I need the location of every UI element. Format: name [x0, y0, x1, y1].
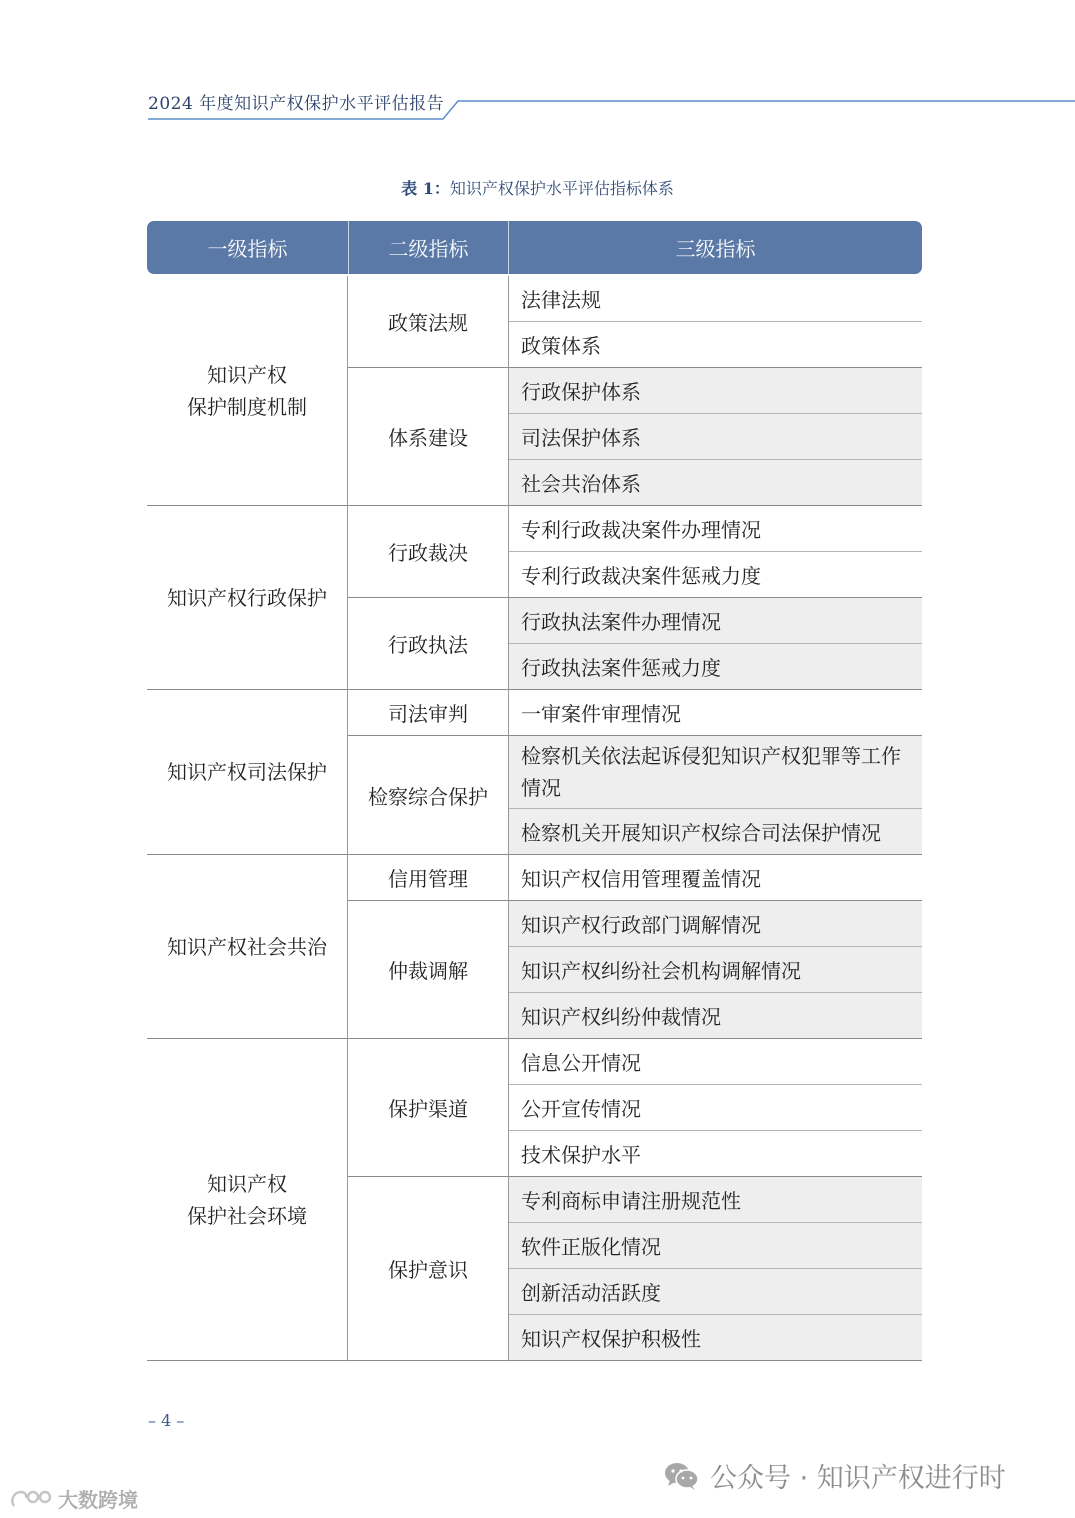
level2-cell: 行政执法	[348, 598, 509, 690]
wechat-watermark	[664, 1456, 1006, 1495]
weibo-like-logo-icon	[8, 1486, 54, 1512]
level1-label-line: 保护社会环境	[187, 1203, 307, 1228]
left-watermark-text: 大数跨境	[58, 1488, 138, 1512]
level3-cell: 公开宣传情况	[509, 1085, 922, 1131]
report-header-title: 2024 年度知识产权保护水平评估报告	[148, 94, 445, 114]
level3-cell: 行政执法案件办理情况	[509, 598, 922, 644]
level1-label-line: 知识产权社会共治	[167, 934, 327, 959]
level1-cell	[147, 506, 348, 690]
level2-cell: 信用管理	[348, 855, 509, 901]
table-row	[147, 506, 922, 552]
level2-cell: 检察综合保护	[348, 736, 509, 855]
level1-label-line: 知识产权	[207, 362, 287, 387]
level2-cell: 保护渠道	[348, 1039, 509, 1177]
table-body	[147, 274, 922, 1361]
level1-cell	[147, 855, 348, 1039]
table-caption	[0, 176, 1075, 199]
level3-cell: 信息公开情况	[509, 1039, 922, 1085]
level3-cell: 技术保护水平	[509, 1131, 922, 1177]
table-row	[147, 855, 922, 901]
level1-cell	[147, 690, 348, 855]
level1-label-line: 知识产权司法保护	[167, 760, 327, 784]
header-level1: 一级指标	[147, 221, 348, 274]
level2-cell: 保护意识	[348, 1177, 509, 1361]
level3-cell: 行政执法案件惩戒力度	[509, 644, 922, 690]
level3-cell: 专利商标申请注册规范性	[509, 1177, 922, 1223]
level3-cell: 司法保护体系	[509, 414, 922, 460]
level3-cell: 知识产权纠纷社会机构调解情况	[509, 947, 922, 993]
table-row	[147, 1039, 922, 1085]
level3-cell: 创新活动活跃度	[509, 1269, 922, 1315]
left-watermark	[8, 1484, 138, 1513]
level3-cell: 社会共治体系	[509, 460, 922, 506]
level3-cell: 政策体系	[509, 322, 922, 368]
level3-cell: 检察机关依法起诉侵犯知识产权犯罪等工作情况	[509, 736, 922, 809]
level3-cell: 专利行政裁决案件惩戒力度	[509, 552, 922, 598]
level3-cell: 一审案件审理情况	[509, 690, 922, 736]
level3-cell: 软件正版化情况	[509, 1223, 922, 1269]
level3-cell: 检察机关开展知识产权综合司法保护情况	[509, 809, 922, 855]
level3-cell: 知识产权纠纷仲裁情况	[509, 993, 922, 1039]
level3-cell: 知识产权行政部门调解情况	[509, 901, 922, 947]
level2-cell: 行政裁决	[348, 506, 509, 598]
level2-cell: 体系建设	[348, 368, 509, 506]
level1-label-line: 知识产权	[207, 1171, 287, 1196]
table-row	[147, 690, 922, 736]
table-header-row	[147, 221, 922, 274]
level3-cell: 行政保护体系	[509, 368, 922, 414]
page-number: – 4 –	[148, 1411, 185, 1430]
header-level2: 二级指标	[348, 221, 509, 274]
level1-cell	[147, 1039, 348, 1361]
level2-cell: 仲裁调解	[348, 901, 509, 1039]
level3-cell: 法律法规	[509, 276, 922, 322]
level3-cell: 知识产权保护积极性	[509, 1315, 922, 1361]
wechat-watermark-text: 公众号 · 知识产权进行时	[710, 1463, 1006, 1494]
level2-cell: 司法审判	[348, 690, 509, 736]
header-level3: 三级指标	[509, 221, 922, 274]
indicator-table	[147, 221, 922, 1361]
level3-cell: 专利行政裁决案件办理情况	[509, 506, 922, 552]
level2-cell: 政策法规	[348, 276, 509, 368]
level1-label-line: 知识产权行政保护	[167, 585, 327, 610]
wechat-icon	[664, 1461, 700, 1491]
table-caption-prefix: 表 1：	[401, 179, 450, 198]
table-row	[147, 276, 922, 322]
level3-cell: 知识产权信用管理覆盖情况	[509, 855, 922, 901]
level1-cell	[147, 276, 348, 506]
table-caption-text: 知识产权保护水平评估指标体系	[449, 179, 674, 198]
level1-label-line: 保护制度机制	[187, 394, 307, 419]
